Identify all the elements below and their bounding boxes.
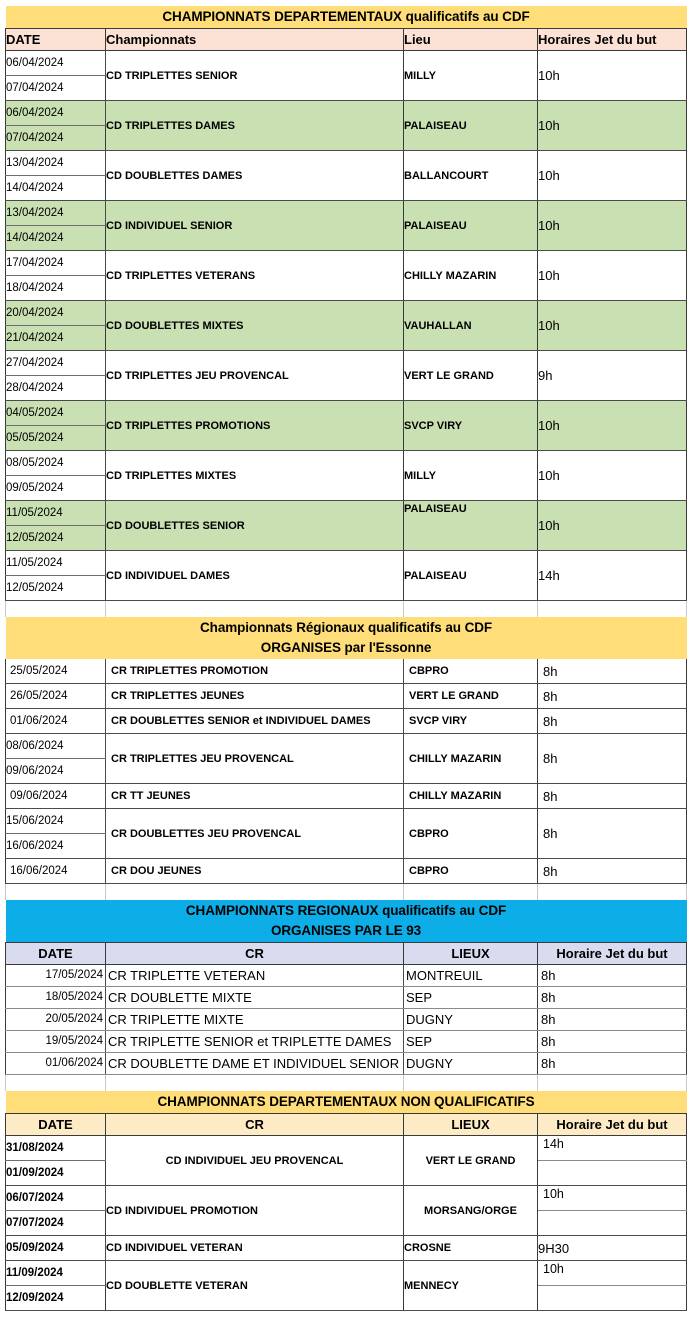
- table1-header-row: [6, 29, 687, 51]
- row-championnat: CD TRIPLETTES DAMES: [106, 101, 404, 151]
- row-date-start: 20/04/2024: [6, 301, 106, 326]
- row-championnat: CD TRIPLETTES PROMOTIONS: [106, 401, 404, 451]
- table4-title: CHAMPIONNATS DEPARTEMENTAUX NON QUALIFICATIFS: [6, 1091, 687, 1114]
- row-place: PALAISEAU: [404, 201, 538, 251]
- row-place: DUGNY: [404, 1053, 538, 1075]
- row-cr: CR DOUBLETTE MIXTE: [106, 987, 404, 1009]
- row-championnat: CR TRIPLETTES PROMOTION: [106, 659, 404, 684]
- spacer-cell: [6, 1075, 106, 1091]
- row-championnat: CR DOU JEUNES: [106, 859, 404, 884]
- table3-header-cr: CR: [106, 943, 404, 965]
- row-hour: 10h: [538, 401, 687, 451]
- row-date-start: 06/07/2024: [6, 1186, 106, 1211]
- row-cr: CD INDIVIDUEL VETERAN: [106, 1236, 404, 1261]
- row-place: MILLY: [404, 51, 538, 101]
- row-cr: CD INDIVIDUEL JEU PROVENCAL: [106, 1136, 404, 1186]
- row-championnat: CD TRIPLETTES SENIOR: [106, 51, 404, 101]
- table-row: [6, 684, 687, 709]
- row-place: VERT LE GRAND: [404, 1136, 538, 1186]
- row-date-start: 11/05/2024: [6, 501, 106, 526]
- row-date-end: 14/04/2024: [6, 176, 106, 201]
- table-row: [6, 809, 687, 834]
- row-date: 25/05/2024: [6, 659, 106, 684]
- table3-title-line2: ORGANISES PAR LE 93: [270, 923, 422, 938]
- spacer-cell: [106, 601, 404, 617]
- row-championnat: CR DOUBLETTES SENIOR et INDIVIDUEL DAMES: [106, 709, 404, 734]
- row-place: VAUHALLAN: [404, 301, 538, 351]
- row-date-end: 07/07/2024: [6, 1211, 106, 1236]
- spacer-cell: [106, 884, 404, 900]
- spacer-cell: [538, 601, 687, 617]
- table-regionaux-essonne: [5, 617, 687, 884]
- table3-header-lieux: LIEUX: [404, 943, 538, 965]
- row-hour-continuation: [538, 1211, 687, 1236]
- row-place: CROSNE: [404, 1236, 538, 1261]
- table-row: [6, 784, 687, 809]
- row-date-end: 07/04/2024: [6, 76, 106, 101]
- table-row: [6, 734, 687, 759]
- row-hour-continuation: [538, 1161, 687, 1186]
- table-row: [6, 501, 687, 526]
- row-championnat: CR TRIPLETTES JEU PROVENCAL: [106, 734, 404, 784]
- table-row: [6, 859, 687, 884]
- row-hour: 9H30: [538, 1236, 687, 1261]
- row-championnat: CD DOUBLETTES MIXTES: [106, 301, 404, 351]
- row-date-end: 12/09/2024: [6, 1286, 106, 1311]
- table-row: [6, 51, 687, 76]
- row-championnat: CD TRIPLETTES JEU PROVENCAL: [106, 351, 404, 401]
- table1-title: CHAMPIONNATS DEPARTEMENTAUX qualificatifs au CDF: [6, 6, 687, 29]
- row-date-start: 08/06/2024: [6, 734, 106, 759]
- row-place: PALAISEAU: [404, 501, 538, 551]
- row-date: 16/06/2024: [6, 859, 106, 884]
- row-place: SEP: [404, 1031, 538, 1053]
- table3-header-hour: Horaire Jet du but: [538, 943, 687, 965]
- table4-header-lieux: LIEUX: [404, 1114, 538, 1136]
- row-date-start: 11/05/2024: [6, 551, 106, 576]
- spacer-cell: [538, 1075, 687, 1091]
- table-row: [6, 1261, 687, 1286]
- row-championnat: CD DOUBLETTES SENIOR: [106, 501, 404, 551]
- row-date-end: 21/04/2024: [6, 326, 106, 351]
- row-place: SVCP VIRY: [404, 401, 538, 451]
- row-championnat: CD TRIPLETTES VETERANS: [106, 251, 404, 301]
- spacer-cell: [538, 884, 687, 900]
- table-row: [6, 1031, 687, 1053]
- row-date-end: 28/04/2024: [6, 376, 106, 401]
- row-date: 18/05/2024: [6, 987, 106, 1009]
- row-date-start: 13/04/2024: [6, 201, 106, 226]
- table-row: [6, 401, 687, 426]
- spacer-cell: [6, 601, 106, 617]
- row-date-start: 04/05/2024: [6, 401, 106, 426]
- table4-header-date: DATE: [6, 1114, 106, 1136]
- row-date-start: 06/04/2024: [6, 51, 106, 76]
- row-championnat: CD DOUBLETTES DAMES: [106, 151, 404, 201]
- row-hour: 8h: [538, 965, 687, 987]
- row-place: SVCP VIRY: [404, 709, 538, 734]
- table-row: [6, 451, 687, 476]
- row-cr: CR TRIPLETTE VETERAN: [106, 965, 404, 987]
- row-place: CHILLY MAZARIN: [404, 734, 538, 784]
- spacer-cell: [404, 601, 538, 617]
- table-row: [6, 709, 687, 734]
- row-place: CBPRO: [404, 859, 538, 884]
- table-departementaux-qualificatifs: [5, 6, 687, 601]
- row-place: VERT LE GRAND: [404, 684, 538, 709]
- spacer-cell: [6, 884, 106, 900]
- spacer-row-1: [5, 601, 687, 617]
- row-date-start: 31/08/2024: [6, 1136, 106, 1161]
- table2-title-line2: ORGANISES par l'Essonne: [260, 640, 432, 655]
- row-championnat: CD INDIVIDUEL SENIOR: [106, 201, 404, 251]
- table-row: [6, 659, 687, 684]
- row-hour: 8h: [538, 709, 687, 734]
- table-row: [6, 251, 687, 276]
- table-row: [6, 1236, 687, 1261]
- row-place: MONTREUIL: [404, 965, 538, 987]
- row-hour: 10h: [538, 151, 687, 201]
- row-hour: 8h: [538, 659, 687, 684]
- table1-header-hour: Horaires Jet du but: [538, 29, 687, 51]
- row-hour: 8h: [538, 784, 687, 809]
- row-date-end: 07/04/2024: [6, 126, 106, 151]
- row-hour: 8h: [538, 734, 687, 784]
- table1-header-lieu: Lieu: [404, 29, 538, 51]
- row-date: 05/09/2024: [6, 1236, 106, 1261]
- table1-header-date: DATE: [6, 29, 106, 51]
- row-date-start: 15/06/2024: [6, 809, 106, 834]
- row-date: 09/06/2024: [6, 784, 106, 809]
- table-row: [6, 151, 687, 176]
- spacer-cell: [106, 1075, 404, 1091]
- row-hour: 9h: [538, 351, 687, 401]
- table4-header-row: [6, 1114, 687, 1136]
- row-hour: 10h: [538, 101, 687, 151]
- row-place: CHILLY MAZARIN: [404, 251, 538, 301]
- row-date-end: 16/06/2024: [6, 834, 106, 859]
- row-date-end: 12/05/2024: [6, 526, 106, 551]
- row-date: 17/05/2024: [6, 965, 106, 987]
- row-hour: 10h: [538, 1186, 687, 1211]
- table-row: [6, 301, 687, 326]
- row-place: PALAISEAU: [404, 101, 538, 151]
- row-hour: 10h: [538, 251, 687, 301]
- row-cr: CR TRIPLETTE MIXTE: [106, 1009, 404, 1031]
- row-hour: 14h: [538, 1136, 687, 1161]
- row-hour: 10h: [538, 1261, 687, 1286]
- spacer-row-3: [5, 1075, 687, 1091]
- row-place: MORSANG/ORGE: [404, 1186, 538, 1236]
- row-cr: CR DOUBLETTE DAME ET INDIVIDUEL SENIOR: [106, 1053, 404, 1075]
- row-hour: 10h: [538, 201, 687, 251]
- table-row: [6, 351, 687, 376]
- row-championnat: CR DOUBLETTES JEU PROVENCAL: [106, 809, 404, 859]
- row-cr: CD DOUBLETTE VETERAN: [106, 1261, 404, 1311]
- row-hour: 8h: [538, 987, 687, 1009]
- table-regionaux-93: [5, 900, 687, 1075]
- row-date-end: 09/05/2024: [6, 476, 106, 501]
- row-championnat: CD TRIPLETTES MIXTES: [106, 451, 404, 501]
- table3-title-line1: CHAMPIONNATS REGIONAUX qualificatifs au CDF: [185, 903, 507, 918]
- row-hour: 10h: [538, 501, 687, 551]
- row-date-end: 12/05/2024: [6, 576, 106, 601]
- spacer-cell: [404, 884, 538, 900]
- row-championnat: CR TRIPLETTES JEUNES: [106, 684, 404, 709]
- table3-header-row: [6, 943, 687, 965]
- row-date-end: 05/05/2024: [6, 426, 106, 451]
- row-date-end: 18/04/2024: [6, 276, 106, 301]
- row-place: CHILLY MAZARIN: [404, 784, 538, 809]
- row-place: CBPRO: [404, 809, 538, 859]
- row-hour: 8h: [538, 859, 687, 884]
- row-date-start: 13/04/2024: [6, 151, 106, 176]
- spacer-cell: [404, 1075, 538, 1091]
- row-championnat: CR TT JEUNES: [106, 784, 404, 809]
- table-row: [6, 1136, 687, 1161]
- row-date-end: 09/06/2024: [6, 759, 106, 784]
- table-row: [6, 965, 687, 987]
- row-place: VERT LE GRAND: [404, 351, 538, 401]
- row-place: BALLANCOURT: [404, 151, 538, 201]
- row-date: 20/05/2024: [6, 1009, 106, 1031]
- row-place: MENNECY: [404, 1261, 538, 1311]
- row-hour-continuation: [538, 1286, 687, 1311]
- row-place: PALAISEAU: [404, 551, 538, 601]
- row-place: CBPRO: [404, 659, 538, 684]
- row-hour: 10h: [538, 301, 687, 351]
- table-row: [6, 1009, 687, 1031]
- table4-header-cr: CR: [106, 1114, 404, 1136]
- table-row: [6, 201, 687, 226]
- row-date: 19/05/2024: [6, 1031, 106, 1053]
- row-date-start: 27/04/2024: [6, 351, 106, 376]
- table-row: [6, 1186, 687, 1211]
- row-date-start: 06/04/2024: [6, 101, 106, 126]
- row-date-end: 01/09/2024: [6, 1161, 106, 1186]
- table2-title: [6, 617, 687, 659]
- row-date-end: 14/04/2024: [6, 226, 106, 251]
- row-hour: 8h: [538, 684, 687, 709]
- row-cr: CD INDIVIDUEL PROMOTION: [106, 1186, 404, 1236]
- row-hour: 14h: [538, 551, 687, 601]
- table4-header-hour: Horaire Jet du but: [538, 1114, 687, 1136]
- row-date-start: 11/09/2024: [6, 1261, 106, 1286]
- table-row: [6, 551, 687, 576]
- row-date-start: 08/05/2024: [6, 451, 106, 476]
- table-row: [6, 1053, 687, 1075]
- row-date: 01/06/2024: [6, 709, 106, 734]
- row-hour: 8h: [538, 1031, 687, 1053]
- row-date: 01/06/2024: [6, 1053, 106, 1075]
- row-hour: 8h: [538, 1053, 687, 1075]
- row-hour: 10h: [538, 451, 687, 501]
- row-date-start: 17/04/2024: [6, 251, 106, 276]
- row-hour: 8h: [538, 809, 687, 859]
- row-place: SEP: [404, 987, 538, 1009]
- table2-title-line1: Championnats Régionaux qualificatifs au CDF: [200, 620, 493, 635]
- table3-title: [6, 900, 687, 943]
- row-hour: 8h: [538, 1009, 687, 1031]
- table1-header-champ: Championnats: [106, 29, 404, 51]
- row-cr: CR TRIPLETTE SENIOR et TRIPLETTE DAMES: [106, 1031, 404, 1053]
- row-place: DUGNY: [404, 1009, 538, 1031]
- row-date: 26/05/2024: [6, 684, 106, 709]
- row-championnat: CD INDIVIDUEL DAMES: [106, 551, 404, 601]
- table-row: [6, 101, 687, 126]
- table-departementaux-non-qualificatifs: [5, 1091, 687, 1311]
- table-row: [6, 987, 687, 1009]
- row-place: MILLY: [404, 451, 538, 501]
- table3-header-date: DATE: [6, 943, 106, 965]
- row-hour: 10h: [538, 51, 687, 101]
- spacer-row-2: [5, 884, 687, 900]
